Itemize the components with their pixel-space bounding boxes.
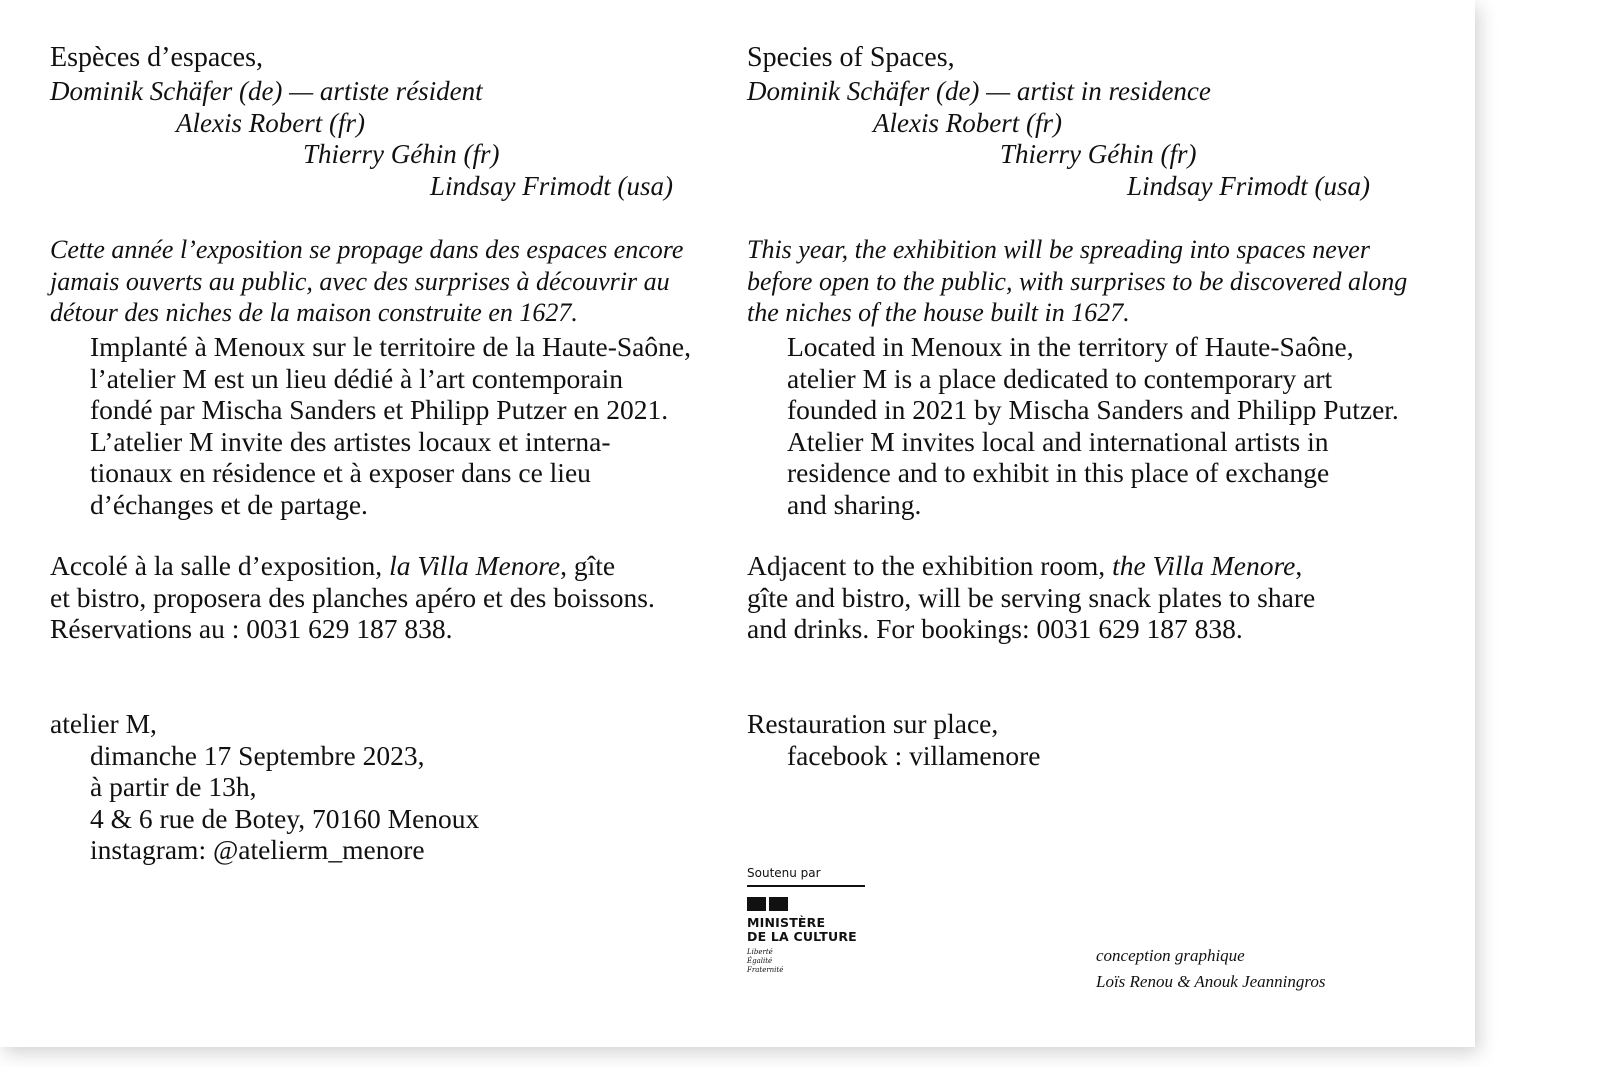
body-line: fondé par Mischa Sanders et Philipp Putzer en 2021. [90,394,669,425]
about-paragraph-en [747,331,1399,520]
event-info-fr [50,708,479,866]
motto-word: Égalité [747,957,773,965]
event-address: 4 & 6 rue de Botey, 70160 Menoux [90,802,480,834]
body-line: Implanté à Menoux sur le territoire de la Haute-Saône, [90,331,691,362]
intro-line: This year, the exhibition will be spreading into spaces never [747,235,1370,264]
ministry-name [747,916,867,944]
about-paragraph-fr [50,331,691,520]
intro-line: jamais ouverts au public, avec des surprises à découvrir au [50,266,670,296]
bistro-paragraph-fr [50,550,655,645]
bistro-text: , gîte [560,550,616,581]
artist-credit: Alexis Robert (fr) [873,107,1062,138]
motto-word: Fraternité [747,966,784,974]
body-line: and sharing. [787,488,922,520]
intro-line: détour des niches de la maison construite en 1627. [50,298,578,327]
artist-credit: Dominik Schäfer (de) — artist in residence [747,76,1211,106]
bistro-text: Accolé à la salle d’exposition, [50,550,390,581]
exhibition-title-en: Species of Spaces, [747,42,955,73]
bistro-paragraph-en [747,550,1315,645]
catering-heading: Restauration sur place, [747,708,999,739]
republic-motto [747,948,867,975]
design-credit-label: conception graphique [1096,946,1245,965]
villa-name: the Villa Menore [1112,550,1296,581]
artist-credits-fr [50,76,673,202]
bistro-line [50,550,655,582]
design-credit-names: Loïs Renou & Anouk Jeanningros [1096,972,1326,991]
design-credit [1096,943,1325,995]
body-line: Atelier M invites local and international artists in [787,425,1329,457]
artist-credits-en [747,76,1370,202]
artist-credit: Alexis Robert (fr) [176,107,365,138]
marianne-logo-icon [747,897,867,911]
bistro-text: Adjacent to the exhibition room, [747,550,1113,581]
intro-paragraph-en [747,234,1427,329]
artist-credit: Thierry Géhin (fr) [1000,139,1197,169]
body-line: tionaux en résidence et à exposer dans ce lieu [90,457,591,488]
event-date: dimanche 17 Septembre 2023, [90,739,425,771]
bistro-line [747,550,1315,582]
intro-line: Cette année l’exposition se propage dans des espaces encore [50,235,684,264]
exhibition-title-fr: Espèces d’espaces, [50,42,264,73]
body-line: residence and to exhibit in this place of exchange [787,457,1330,488]
reservation-line: Réservations au : 0031 629 187 838. [50,613,453,644]
bistro-line: et bistro, proposera des planches apéro et des boissons. [50,581,655,613]
divider [747,885,865,887]
reservation-line: and drinks. For bookings: 0031 629 187 838. [747,613,1243,644]
body-line: atelier M is a place dedicated to contemporary art [787,362,1333,394]
artist-credit: Lindsay Frimodt (usa) [430,170,673,201]
villa-name: la Villa Menore [389,550,561,581]
sponsor-label: Soutenu par [747,866,821,880]
sponsor-block [747,866,867,975]
intro-line: before open to the public, with surprises to be discovered along [747,266,1408,296]
ministry-name-line: MINISTÈRE [747,915,826,930]
intro-line: the niches of the house built in 1627. [747,298,1130,327]
event-info-en [747,708,1041,771]
facebook-handle: facebook : villamenore [787,739,1041,771]
motto-word: Liberté [747,948,773,956]
artist-credit: Dominik Schäfer (de) — artiste résident [50,76,483,106]
ministry-name-line: DE LA CULTURE [747,929,857,944]
body-line: Located in Menoux in the territory of Haute-Saône, [787,331,1354,362]
body-line: d’échanges et de partage. [90,488,368,520]
bistro-text: , [1295,550,1303,581]
artist-credit: Lindsay Frimodt (usa) [1127,170,1370,201]
bistro-line: gîte and bistro, will be serving snack plates to share [747,581,1316,613]
venue-heading: atelier M, [50,708,157,739]
intro-paragraph-fr [50,234,730,329]
instagram-handle: instagram: @atelierm_menore [90,834,425,865]
artist-credit: Thierry Géhin (fr) [303,139,500,169]
body-line: L’atelier M invite des artistes locaux et interna- [90,425,611,457]
event-time: à partir de 13h, [90,771,257,802]
body-line: l’atelier M est un lieu dédié à l’art contemporain [90,362,623,394]
body-line: founded in 2021 by Mischa Sanders and Philipp Putzer. [787,394,1399,425]
